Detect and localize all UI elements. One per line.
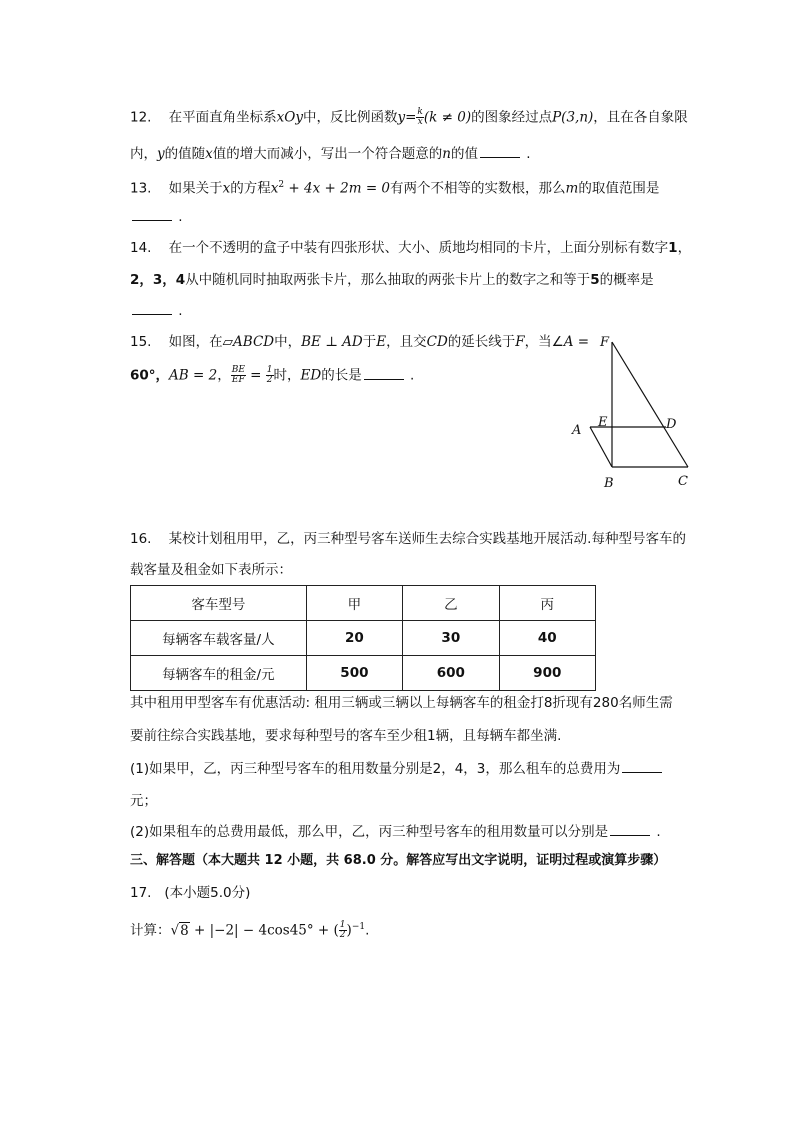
q15-ratio-fraction: $\frac{BE}{EF}$ xyxy=(231,365,245,385)
label-F: F xyxy=(600,335,610,350)
q14-line2: 2，3，4从中随机同时抽取两张卡片，那么抽取的两张卡片上的数字之和等于5的概率是 xyxy=(130,272,654,288)
q15-line2: 60°，AB = 2， $\frac{BE}{EF}$ = $\frac{1}{2}$ 时，ED的长是 . xyxy=(130,365,415,385)
label-C: C xyxy=(678,474,688,489)
q16-line2: 载客量及租金如下表所示： xyxy=(130,562,292,578)
q13-line1: 13. 如果关于x的方程$x^2 + 4x + 2m = 0$有两个不相等的实数根，那么m的取值范围是 xyxy=(130,180,660,197)
table-cell: 40 xyxy=(499,621,595,656)
label-E: E xyxy=(598,415,608,430)
q14-line3: . xyxy=(130,302,183,320)
q17-header: 17. (本小题5.0分) xyxy=(130,885,251,901)
q16-2-answer-blank[interactable] xyxy=(610,823,650,836)
q15-half-fraction: $\frac{1}{2}$ xyxy=(266,365,273,385)
q14-line1: 14. 在一个不透明的盒子中装有四张形状、大小、质地均相同的卡片，上面分别标有数字1， xyxy=(130,240,692,256)
figure-lines xyxy=(590,342,688,467)
q17-expression: 计算：√8 + |−2| − 4cos45° + ( $\frac{1}{2}$ )$^{-1}$. xyxy=(130,920,370,940)
q16-subquestion1: (1)如果甲，乙，丙三种型号客车的租用数量分别是2，4，3，那么租车的总费用为 xyxy=(130,760,664,778)
q15-answer-blank[interactable] xyxy=(364,367,404,380)
table-cell: 每辆客车载客量/人 xyxy=(131,621,307,656)
q12-line1: 12. 在平面直角坐标系xOy中，反比例函数y= $\frac{k}{x}$ (k ≠ 0)的图象经过点P(3,n)，且在各自象限 xyxy=(130,107,688,127)
section-3-heading: 三、解答题（本大题共 12 小题，共 68.0 分。解答应写出文字说明，证明过程或演算步骤） xyxy=(130,853,667,868)
table-header-cell: 甲 xyxy=(306,586,402,621)
table-cell: 30 xyxy=(403,621,499,656)
table-row xyxy=(131,656,596,691)
q16-line1: 16. 某校计划租用甲，乙，丙三种型号客车送师生去综合实践基地开展活动.每种型号客车的 xyxy=(130,531,686,547)
q13-line2: . xyxy=(130,208,183,226)
table-header-cell: 丙 xyxy=(499,586,595,621)
sqrt-expression: √8 xyxy=(170,922,189,939)
q12-line2: 内，y的值随x值的增大而减小，写出一个符合题意的n的值 . xyxy=(130,146,531,162)
q17-half-fraction: $\frac{1}{2}$ xyxy=(339,920,346,940)
q16-paragraph2: 要前往综合实践基地，要求每种型号的客车至少租1辆，且每辆车都坐满. xyxy=(130,728,562,744)
line-FC xyxy=(612,342,688,467)
table-header-cell: 客车型号 xyxy=(131,586,307,621)
table-cell: 900 xyxy=(499,656,595,691)
label-A: A xyxy=(572,423,582,438)
q12-fraction: $\frac{k}{x}$ xyxy=(417,107,423,127)
line-AB xyxy=(590,427,612,467)
label-B: B xyxy=(604,476,614,491)
q16-subquestion2: (2)如果租车的总费用最低，那么甲，乙，丙三种型号客车的租用数量可以分别是 . xyxy=(130,824,661,840)
label-D: D xyxy=(666,417,677,432)
q15-line1: 15. 如图，在▱ABCD中，BE ⊥ AD于E，且交CD的延长线于F，当∠A = xyxy=(130,334,590,350)
table-cell: 500 xyxy=(306,656,402,691)
table-cell: 20 xyxy=(306,621,402,656)
table-row xyxy=(131,621,596,656)
table-header-cell: 乙 xyxy=(403,586,499,621)
q12-answer-blank[interactable] xyxy=(480,145,520,158)
q15-geometry-figure xyxy=(560,330,700,500)
table-header-row xyxy=(131,586,596,621)
table-cell: 每辆客车的租金/元 xyxy=(131,656,307,691)
q16-1-answer-blank[interactable] xyxy=(622,760,662,773)
table-cell: 600 xyxy=(403,656,499,691)
q13-answer-blank[interactable] xyxy=(132,208,172,221)
bus-rental-table xyxy=(130,585,596,691)
q16-paragraph1: 其中租用甲型客车有优惠活动: 租用三辆或三辆以上每辆客车的租金打8折现有280名师生需 xyxy=(130,695,673,711)
q16-subquestion1-unit: 元； xyxy=(130,793,157,809)
q14-answer-blank[interactable] xyxy=(132,302,172,315)
